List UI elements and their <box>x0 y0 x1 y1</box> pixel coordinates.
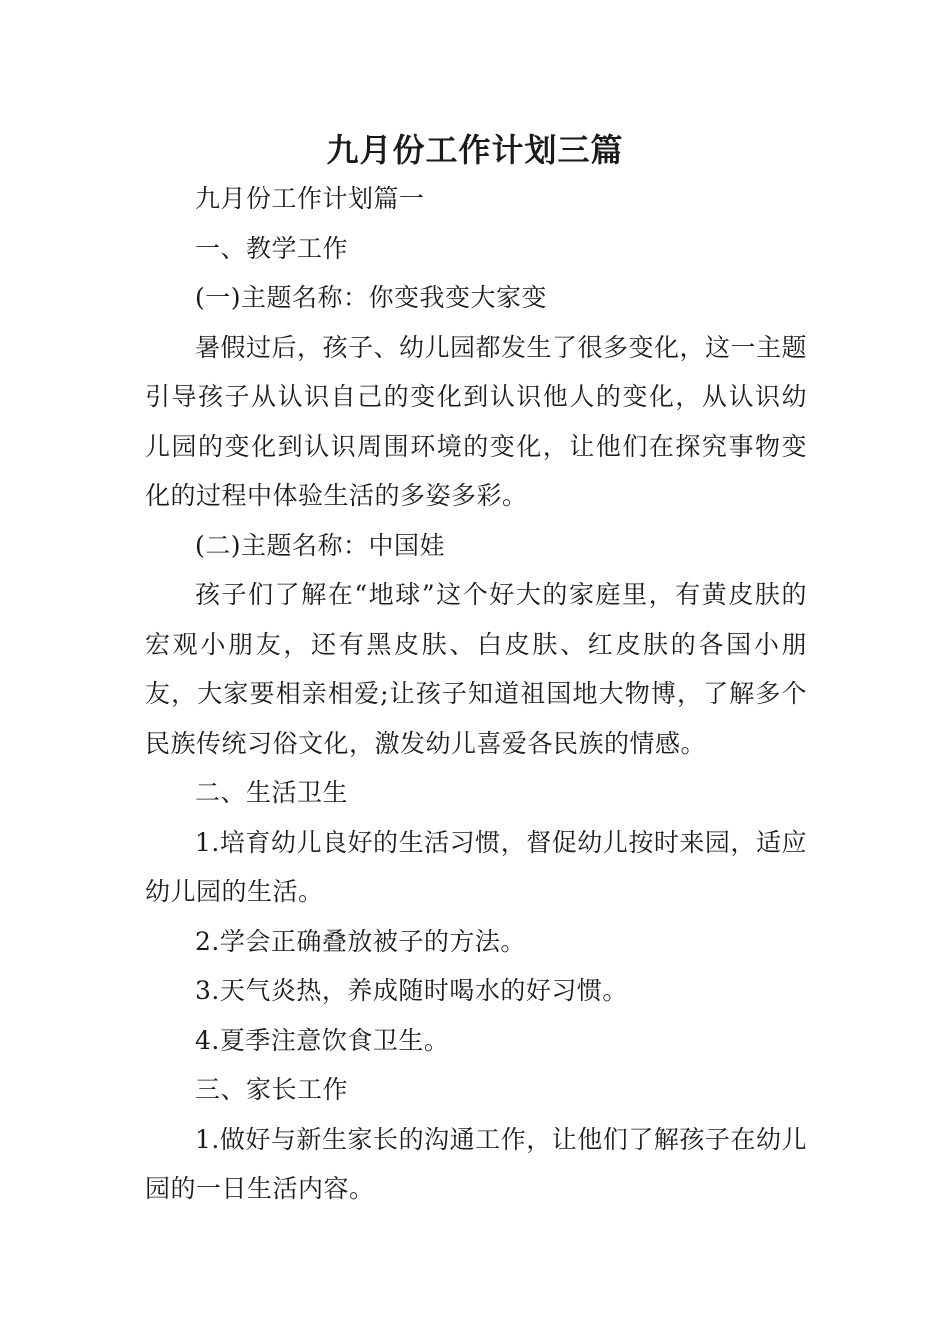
section-heading: 九月份工作计划篇一 <box>195 184 425 213</box>
document-title: 九月份工作计划三篇 <box>326 131 624 169</box>
list-item: 1.做好与新生家长的沟通工作，让他们了解孩子在幼儿园的一日生活内容。 <box>145 1124 807 1203</box>
list-item: 3.天气炎热，养成随时喝水的好习惯。 <box>195 976 628 1005</box>
document-body <box>145 174 807 1214</box>
subsection-heading: 一、教学工作 <box>195 233 349 263</box>
list-item: 4.夏季注意饮食卫生。 <box>195 1025 450 1055</box>
body-paragraph: 暑假过后，孩子、幼儿园都发生了很多变化，这一主题引导孩子从认识自己的变化到认识他人的变化，从认识幼儿园的变化到认识周围环境的变化，让他们在探究事物变化的过程中体验生活的多姿多彩。 <box>145 332 808 510</box>
body-paragraph: 孩子们了解在“地球”这个好大的家庭里，有黄皮肤的宏观小朋友，还有黑皮肤、白皮肤、红皮肤的各国小朋友，大家要相亲相爱;让孩子知道祖国地大物博，了解多个民族传统习俗文化，激发幼儿喜爱各民族的情感。 <box>145 580 807 758</box>
list-item: 2.学会正确叠放被子的方法。 <box>195 926 526 956</box>
topic-heading: (二)主题名称：中国娃 <box>195 530 446 560</box>
list-item: 1.培育幼儿良好的生活习惯，督促幼儿按时来园，适应幼儿园的生活。 <box>145 827 807 906</box>
subsection-heading: 三、家长工作 <box>195 1075 349 1104</box>
topic-heading: (一)主题名称：你变我变大家变 <box>195 283 548 312</box>
subsection-heading: 二、生活卫生 <box>195 778 349 807</box>
